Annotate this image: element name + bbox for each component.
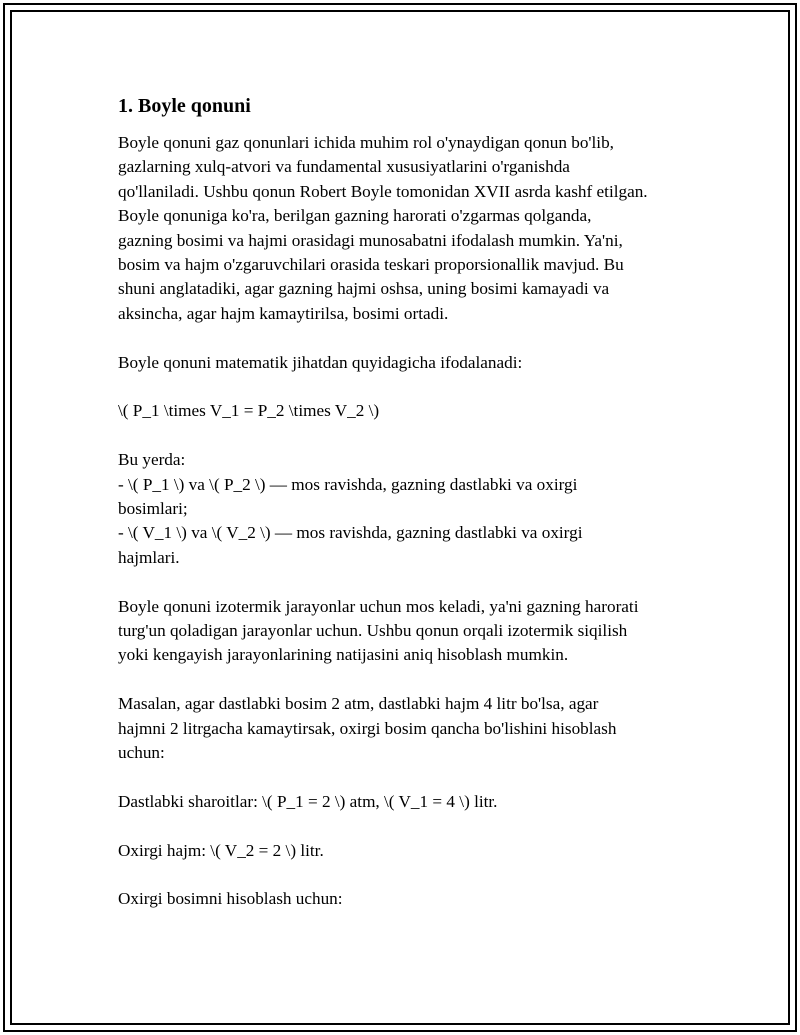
example-paragraph: Masalan, agar dastlabki bosim 2 atm, dastlabki hajm 4 litr bo'lsa, agar hajmni 2 litrgacha kamaytirsak, oxirgi bosim qancha bo'lishini hisoblash uchun: [118,694,617,763]
formula-line: \( P_1 \times V_1 = P_2 \times V_2 \) [118,401,380,421]
formula-intro-paragraph: Boyle qonuni matematik jihatdan quyidagicha ifodalanadi: [118,352,523,372]
final-pressure-line: Oxirgi bosimni hisoblash uchun: [118,889,343,909]
initial-conditions-line: Dastlabki sharoitlar: \( P_1 = 2 \) atm, \( V_1 = 4 \) litr. [118,791,498,811]
document-body [118,93,698,936]
definitions-paragraph: Bu yerda: - \( P_1 \) va \( P_2 \) — mos ravishda, gazning dastlabki va oxirgi bosimlari; - \( V_1 \) va \( V_2 \) — mos ravishda, gazning dastlabki va oxirgi hajmlari. [118,450,583,567]
isothermal-paragraph: Boyle qonuni izotermik jarayonlar uchun mos keladi, ya'ni gazning harorati turg'un qoladigan jarayonlar uchun. Ushbu qonun orqali izotermik siqilish yoki kengayish jarayonlarining natijasini aniq hisoblash mumkin. [118,596,639,665]
section-title: 1. Boyle qonuni [118,95,251,117]
final-volume-line: Oxirgi hajm: \( V_2 = 2 \) litr. [118,840,324,860]
intro-paragraph: Boyle qonuni gaz qonunlari ichida muhim rol o'ynaydigan qonun bo'lib, gazlarning xulq-atvori va fundamental xususiyatlarini o'rganishda qo'llaniladi. Ushbu qonun Robert Boyle tomonidan XVII asrda kashf etilgan. Boyle qonuniga ko'ra, berilgan gazning harorati o'zgarmas qolganda, gazning bosimi va hajmi orasidagi munosabatni ifodalash mumkin. Ya'ni, bosim va hajm o'zgaruvchilari orasida teskari proporsionallik mavjud. Bu shuni anglatadiki, agar gazning hajmi oshsa, uning bosimi kamayadi va aksincha, agar hajm kamaytirilsa, bosimi ortadi. [118,133,648,323]
